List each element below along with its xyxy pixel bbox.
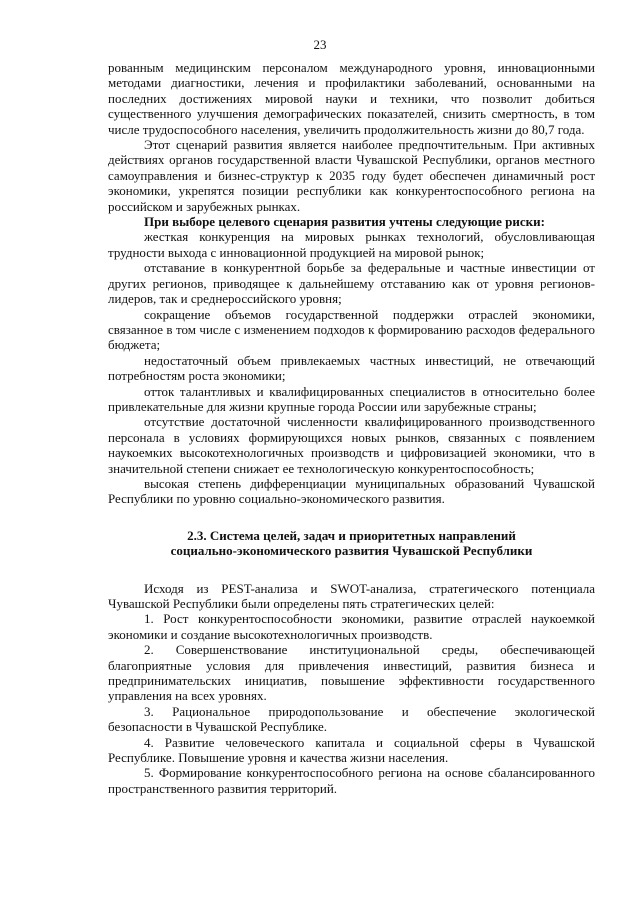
section-heading: [108, 528, 595, 559]
goal-item: 2. Совершенствование институциональной среды, обеспечивающей благоприятные условия для привлечения инвестиций, развития бизнеса и предпринимательских инициатив, повышение эффективности государственного управления на всех уровнях.: [108, 642, 595, 704]
paragraph-goals-intro: Исходя из PEST-анализа и SWOT-анализа, стратегического потенциала Чувашской Республики были определены пять стратегических целей:: [108, 580, 595, 611]
goal-item: 1. Рост конкурентоспособности экономики, развитие отраслей наукоемкой экономики и создание высокотехнологичных производств.: [108, 611, 595, 642]
goal-item: 5. Формирование конкурентоспособного региона на основе сбалансированного пространственного развития территорий.: [108, 765, 595, 796]
paragraph-preferred-scenario: Этот сценарий развития является наиболее предпочтительным. При активных действиях органов государственной власти Чувашской Республики, органов местного самоуправления и бизнес-структур к 2035 году будет обеспечен динамичный рост экономики, укрепятся позиции республики как конкурентоспособного региона на российском и зарубежных рынках.: [108, 137, 595, 214]
section-heading-line-2: социально-экономического развития Чувашской Республики: [170, 543, 533, 559]
goal-item: 4. Развитие человеческого капитала и социальной сферы в Чувашской Республике. Повышение уровня и качества жизни населения.: [108, 734, 595, 766]
risk-item: сокращение объемов государственной поддержки отраслей экономики, связанное в том числе с изменением подходов к формированию расходов федерального бюджета;: [108, 306, 595, 353]
page-number: 23: [313, 37, 327, 52]
section-heading-line-1: 2.3. Система целей, задач и приоритетных направлений: [187, 527, 516, 543]
risks-heading: При выборе целевого сценария развития учтены следующие риски:: [144, 214, 545, 230]
risk-item: недостаточный объем привлекаемых частных инвестиций, не отвечающий потребностям роста экономики;: [108, 352, 595, 384]
risk-item: отсутствие достаточной численности квалифицированного производственного персонала в условиях формирующихся новых рынков, связанных с появлением наукоемких высокотехнологичных производств и цифровизацией экономики, что в значительной степени снижает ее технологическую конкурентоспособность;: [108, 414, 595, 476]
document-body: [108, 60, 595, 796]
risk-item: отставание в конкурентной борьбе за федеральные и частные инвестиции от других регионов, приводящее к дальнейшему отставанию как от уровня регионов-лидеров, так и среднероссийского уровня;: [108, 260, 595, 307]
risk-item: отток талантливых и квалифицированных специалистов в относительно более привлекательные для жизни крупные города России или зарубежные страны;: [108, 383, 595, 414]
risks-section: [108, 60, 595, 507]
goal-item: 3. Рациональное природопользование и обеспечение экологической безопасности в Чувашской Республике.: [108, 703, 595, 735]
goals-section: [108, 581, 595, 797]
risk-item: высокая степень дифференциации муниципальных образований Чувашской Республики по уровню социально-экономического развития.: [108, 475, 595, 507]
paragraph-intro-continuation: рованным медицинским персоналом международного уровня, инновационными методами диагностики, лечения и профилактики заболеваний, основанными на последних достижениях мировой науки и техники, что позволит добиться существенного улучшения демографических показателей, снизить смертность, в том числе трудоспособного населения, увеличить продолжительность жизни до 80,7 года.: [108, 60, 595, 137]
risk-item: жесткая конкуренция на мировых рынках технологий, обусловливающая трудности выхода с инновационной продукцией на мировой рынок;: [108, 229, 595, 260]
